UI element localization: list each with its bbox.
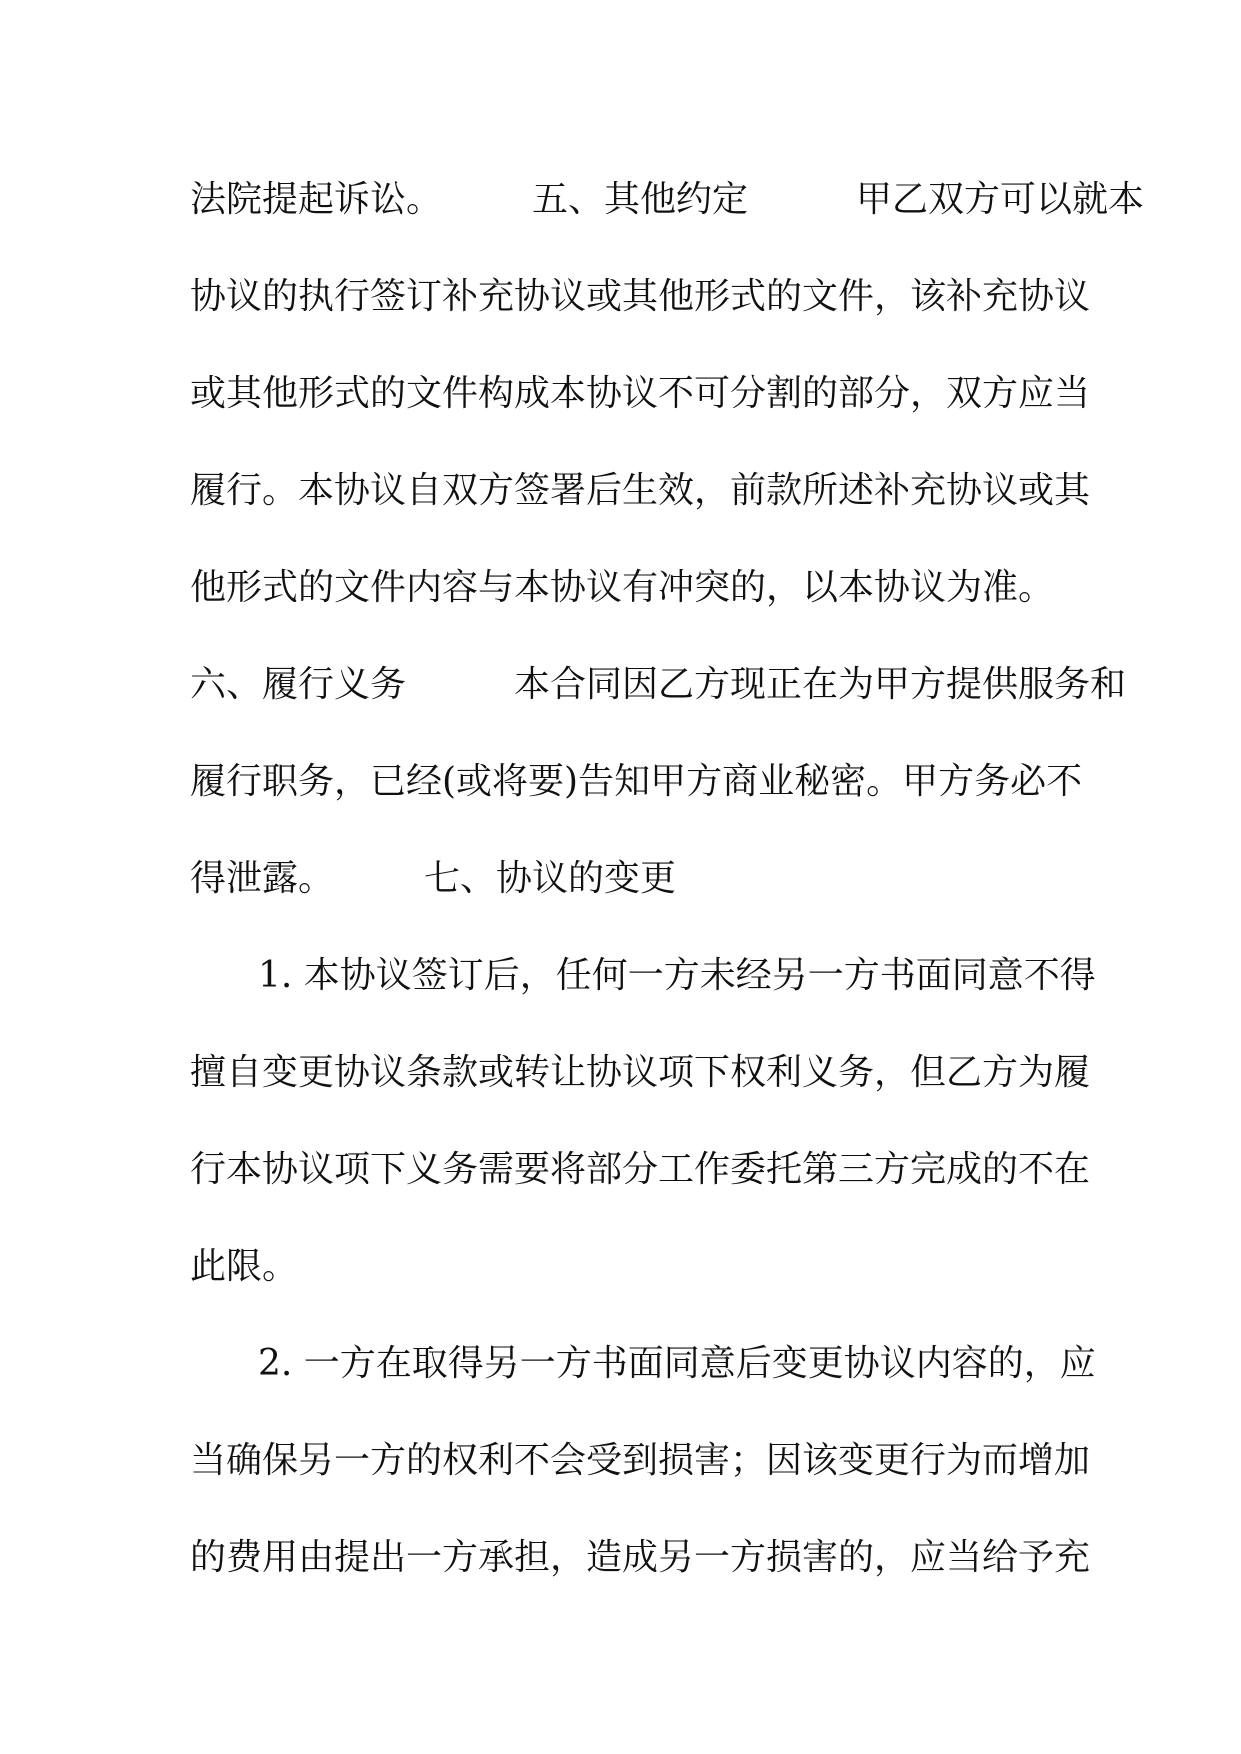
text-line: 或其他形式的文件构成本协议不可分割的部分，双方应当	[190, 373, 1091, 414]
text-line: 当确保另一方的权利不会受到损害；因该变更行为而增加	[190, 1440, 1091, 1481]
text-line: 法院提起诉讼。 五、其他约定 甲乙双方可以就本	[190, 179, 1145, 220]
text-line: 协议的执行签订补充协议或其他形式的文件，该补充协议	[190, 276, 1091, 317]
text-line: 行本协议项下义务需要将部分工作委托第三方完成的不在	[190, 1149, 1091, 1190]
text-line: 擅自变更协议条款或转让协议项下权利义务，但乙方为履	[190, 1052, 1091, 1093]
text-line: 此限。	[190, 1246, 299, 1287]
text-line: 他形式的文件内容与本协议有冲突的，以本协议为准。	[190, 567, 1055, 608]
text-line: 履行职务，已经(或将要)告知甲方商业秘密。甲方务必不	[190, 761, 1083, 802]
text-line: 2. 一方在取得另一方书面同意后变更协议内容的，应	[258, 1343, 1096, 1384]
text-line: 的费用由提出一方承担，造成另一方损害的，应当给予充	[190, 1537, 1091, 1578]
text-line: 履行。本协议自双方签署后生效，前款所述补充协议或其	[190, 470, 1091, 511]
text-line: 得泄露。 七、协议的变更	[190, 858, 677, 899]
text-line: 1. 本协议签订后，任何一方未经另一方书面同意不得	[258, 955, 1096, 996]
text-line: 六、履行义务 本合同因乙方现正在为甲方提供服务和	[190, 664, 1127, 705]
